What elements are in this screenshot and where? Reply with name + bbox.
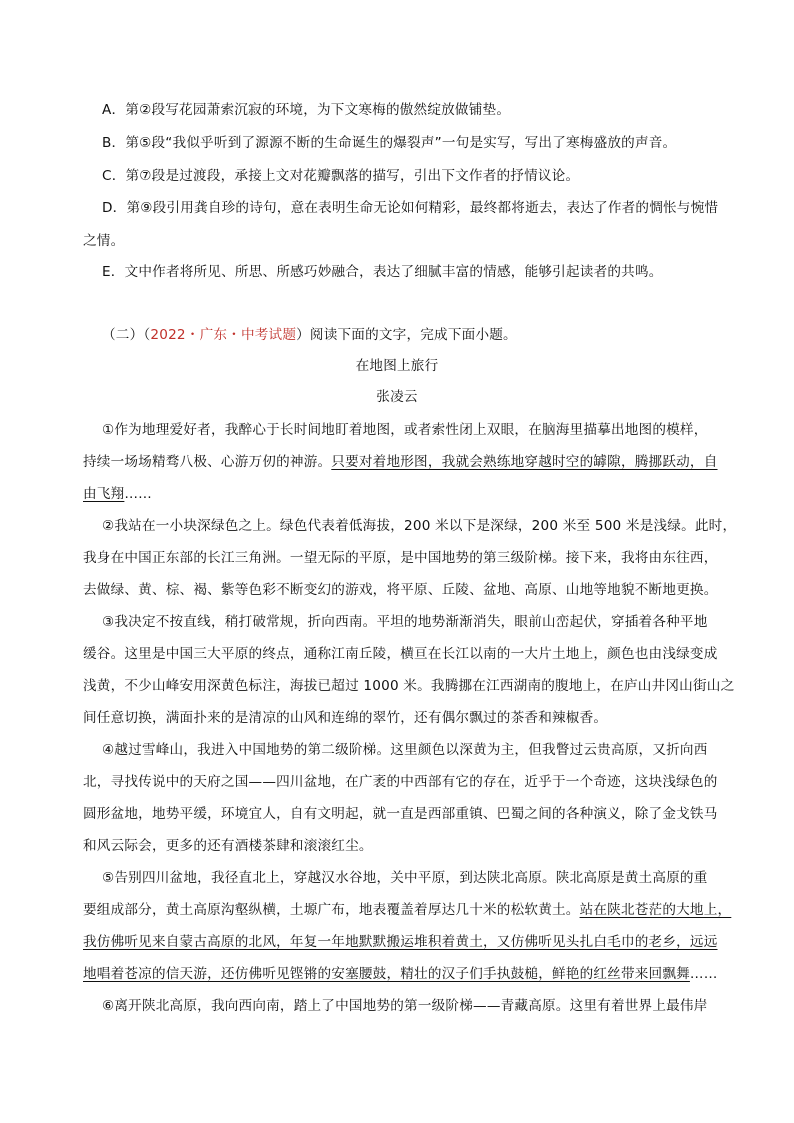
paragraph-4-line-4: 和风云际会，更多的还有酒楼茶肆和滚滚红尘。 [83, 838, 373, 854]
paragraph-5-line-1: ⑤告别四川盆地，我径直北上，穿越汉水谷地，关中平原，到达陕北高原。陕北高原是黄土高原的重 [102, 870, 708, 886]
underlined-sentence: 由飞翔 [83, 486, 125, 502]
section-heading [102, 325, 517, 345]
paragraph-5-line-2: 要组成部分，黄土高原沟壑纵横，土塬广布，地表覆盖着厚达几十米的松软黄土。站在陕北苍茫的大地上， [83, 902, 732, 918]
paragraph-3-line-4: 间任意切换，满面扑来的是清凉的山风和连绵的翠竹，还有偶尔飘过的茶香和辣椒香。 [83, 710, 608, 726]
paragraph-2-line-3: 去做绿、黄、棕、褐、紫等色彩不断变幻的游戏，将平原、丘陵、盆地、高原、山地等地貌不断地更换。 [83, 582, 718, 598]
paragraph-2-line-2: 我身在中国正东部的长江三角洲。一望无际的平原，是中国地势的第三级阶梯。接下来，我将由东往西， [83, 550, 718, 566]
underlined-sentence: 地唱着苍凉的信天游，还仿佛听见铿锵的安塞腰鼓，精壮的汉子们手执鼓槌，鲜艳的红丝带来回飘舞 [83, 966, 690, 982]
paragraph-5-line-3 [83, 932, 718, 952]
paragraph-1-line-2: 持续一场场精骛八极、心游万仞的神游。只要对着地形图，我就会熟练地穿越时空的罅隙，腾挪跃动，自 [83, 454, 718, 470]
underlined-sentence: 我仿佛听见来自蒙古高原的北风，年复一年地默默搬运堆积着黄土，又仿佛听见头扎白毛巾的老乡，远远 [83, 934, 718, 950]
section-suffix: ）阅读下面的文字，完成下面小题。 [296, 327, 517, 343]
paragraph-4-line-1: ④越过雪峰山，我进入中国地势的第二级阶梯。这里颜色以深黄为主，但我瞥过云贵高原，又折向西 [102, 742, 708, 758]
paragraph-3-line-3: 浅黄，不少山峰安用深黄色标注，海拔已超过 1000 米。我腾挪在江西湖南的腹地上，在庐山井冈山街山之 [83, 678, 735, 694]
option-d-line-1: D．第⑨段引用龚自珍的诗句，意在表明生命无论如何精彩，最终都将逝去，表达了作者的惆怅与惋惜 [102, 200, 719, 216]
paragraph-6-line-1: ⑥离开陕北高原，我向西向南，踏上了中国地势的第一级阶梯——青藏高原。这里有着世界上最伟岸 [102, 998, 708, 1014]
paragraph-4-line-3: 圆形盆地，地势平缓，环境宜人，自有文明起，就一直是西部重镇、巴蜀之间的各种演义，除了金戈铁马 [83, 806, 718, 822]
paragraph-1-line-3: 由飞翔…… [83, 486, 152, 502]
article-title: 在地图上旅行 [355, 358, 439, 374]
underlined-sentence: 只要对着地形图，我就会熟练地穿越时空的罅隙，腾挪跃动，自 [331, 454, 718, 470]
paragraph-4-line-2: 北，寻找传说中的天府之国——四川盆地，在广袤的中西部有它的存在，近乎于一个奇迹，这块浅绿色的 [83, 774, 718, 790]
option-a: A．第②段写花园萧索沉寂的环境，为下文寒梅的傲然绽放做铺垫。 [102, 102, 511, 118]
paragraph-1-line-1: ①作为地理爱好者，我醉心于长时间地盯着地图，或者索性闭上双眼，在脑海里描摹出地图的模样， [102, 422, 708, 438]
option-d-line-2: 之情。 [83, 233, 125, 249]
paragraph-3-line-2: 缓谷。这里是中国三大平原的终点，通称江南丘陵，横亘在长江以南的一大片土地上，颜色也由浅绿变成 [83, 646, 718, 662]
article-author: 张凌云 [376, 389, 418, 405]
paragraph-5-line-4: 地唱着苍凉的信天游，还仿佛听见铿锵的安塞腰鼓，精壮的汉子们手执鼓槌，鲜艳的红丝带来回飘舞…… [83, 966, 718, 982]
source-label: 2022・广东・中考试题 [150, 327, 297, 343]
underlined-sentence: 站在陕北苍茫的大地上， [579, 902, 732, 918]
paragraph-2-line-1: ②我站在一小块深绿色之上。绿色代表着低海拔，200 米以下是深绿，200 米至 500 米是浅绿。此时， [102, 518, 737, 534]
section-prefix: （二）（ [102, 327, 151, 343]
option-c: C．第⑦段是过渡段，承接上文对花瓣飘落的描写，引出下文作者的抒情议论。 [102, 168, 580, 184]
option-e: E．文中作者将所见、所思、所感巧妙融合，表达了细腻丰富的情感，能够引起读者的共鸣。 [102, 264, 663, 280]
paragraph-3-line-1: ③我决定不按直线，稍打破常规，折向西南。平坦的地势渐渐消失，眼前山峦起伏，穿插着各种平地 [102, 614, 708, 630]
option-b: B．第⑤段“我似乎听到了源源不断的生命诞生的爆裂声”一句是实写，写出了寒梅盛放的声音。 [102, 135, 677, 151]
